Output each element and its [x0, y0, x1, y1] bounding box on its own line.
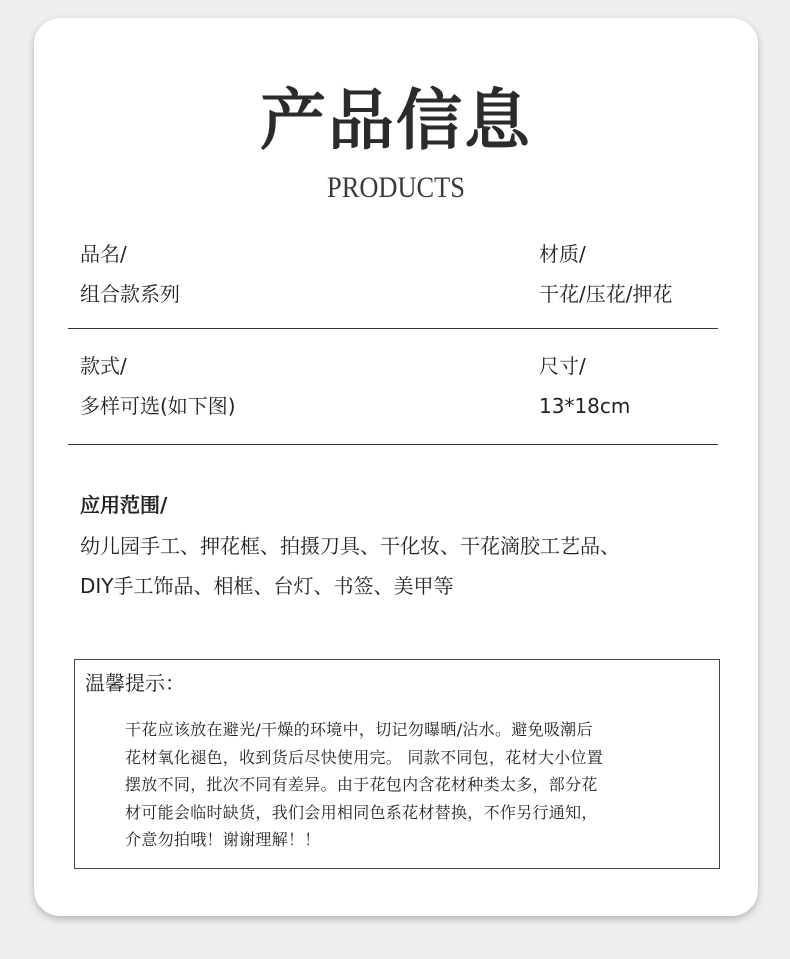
size-label: 尺寸/: [539, 354, 586, 378]
style-value: 多样可选(如下图): [80, 394, 236, 418]
name-label: 品名/: [80, 242, 127, 266]
material-label: 材质/: [539, 242, 586, 266]
tips-line: 干花应该放在避光/干燥的环境中，切记勿曝晒/沾水。避免吸潮后: [125, 720, 593, 739]
tips-box: [74, 659, 720, 869]
tips-line: 摆放不同，批次不同有差异。由于花包内含花材种类太多，部分花: [125, 775, 598, 794]
usage-heading: 应用范围/: [80, 493, 168, 517]
tips-heading: 温馨提示：: [85, 671, 185, 695]
page-title: 产品信息: [260, 81, 532, 159]
material-value: 干花/压花/押花: [539, 282, 673, 306]
divider-bottom: [68, 444, 718, 445]
tips-text: [125, 716, 715, 854]
usage-line: DIY手工饰品、相框、台灯、书签、美甲等: [80, 574, 454, 598]
usage-line: 幼儿园手工、押花框、拍摄刀具、干化妆、干花滴胶工艺品、: [80, 534, 620, 558]
product-info-card: [34, 18, 758, 916]
page-subtitle: PRODUCTS: [327, 171, 465, 204]
tips-line: 花材氧化褪色，收到货后尽快使用完。 同款不同包，花材大小位置: [125, 747, 604, 767]
usage-text: [80, 526, 740, 606]
tips-line: 材可能会临时缺货，我们会用相同色系花材替换，不作另行通知，: [125, 802, 598, 822]
style-label: 款式/: [80, 354, 127, 378]
size-value: 13*18cm: [539, 394, 631, 418]
tips-line: 介意勿拍哦！谢谢理解！！: [125, 830, 321, 849]
name-value: 组合款系列: [80, 282, 180, 306]
divider-top: [68, 328, 718, 329]
